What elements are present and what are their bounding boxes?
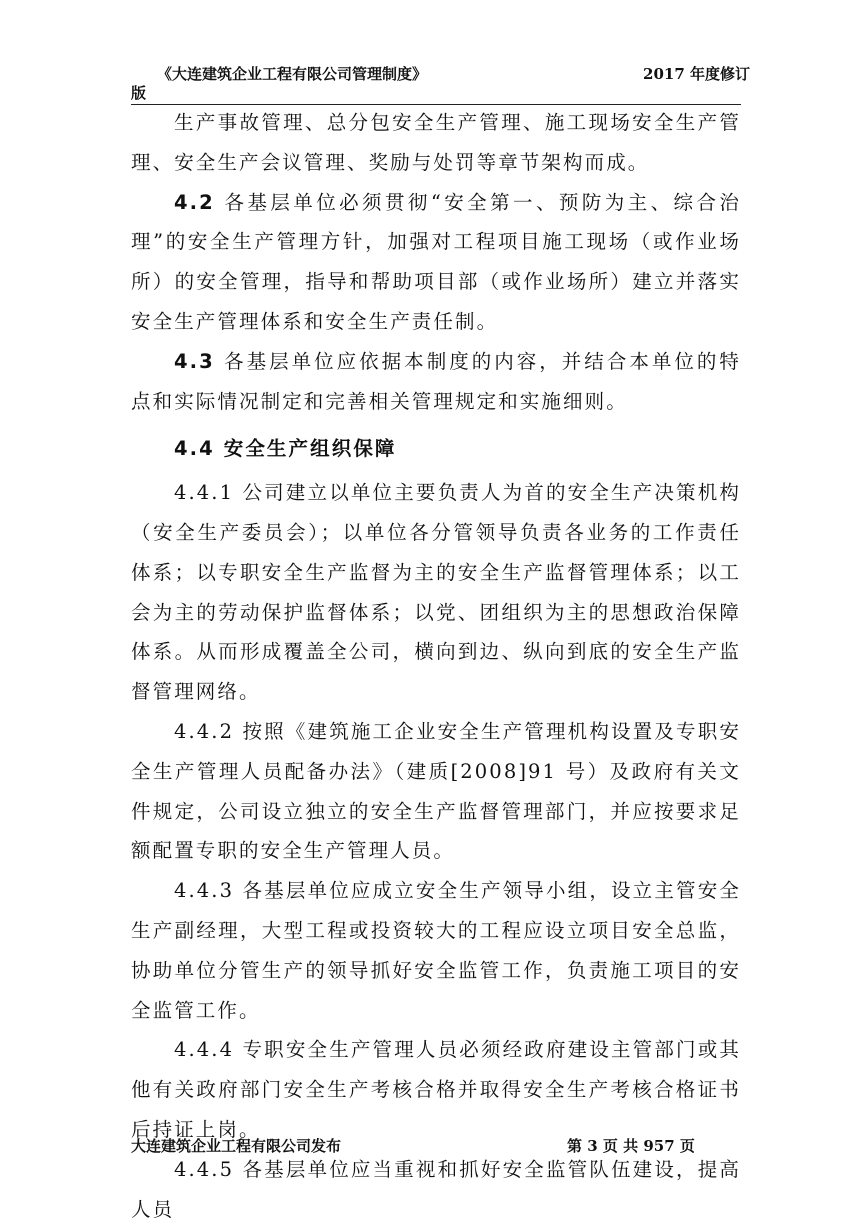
paragraph-continued: 生产事故管理、总分包安全生产管理、施工现场安全生产管理、安全生产会议管理、奖励与处罚等章节架构而成。 <box>131 111 741 174</box>
section-heading-4-4: 4.4 安全生产组织保障 <box>174 437 397 461</box>
paragraph-4-2: 4.2 各基层单位必须贯彻“安全第一、预防为主、综合治理”的安全生产管理方针，加强对工程项目施工现场（或作业场所）的安全管理，指导和帮助项目部（或作业场所）建立并落实安全生产管理体系和安全生产责任制。 <box>131 190 741 333</box>
footer-publisher: 大连建筑企业工程有限公司发布 <box>131 1137 342 1155</box>
paragraph-4-4-5: 4.4.5 各基层单位应当重视和抓好安全监管队伍建设，提高人员 <box>131 1157 741 1221</box>
header-edition-wrap: 版 <box>131 84 147 102</box>
paragraph-4-3: 4.3 各基层单位应依据本制度的内容，并结合本单位的特点和实际情况制定和完善相关管理规定和实施细则。 <box>131 349 741 413</box>
footer-page-number: 第 3 页 共 957 页 <box>567 1137 695 1155</box>
header-title: 《大连建筑企业工程有限公司管理制度》 <box>157 65 428 83</box>
header-edition: 2017 年度修订 <box>643 65 750 83</box>
paragraph-4-4-1: 4.4.1 公司建立以单位主要负责人为首的安全生产决策机构（安全生产委员会）；以单位各分管领导负责各业务的工作责任体系；以专职安全生产监督为主的安全生产监督管理体系；以工会为主的劳动保护监督体系；以党、团组织为主的思想政治保障体系。从而形成覆盖全公司，横向到边、纵向到底的安全生产监督管理网络。 <box>131 481 741 704</box>
section-number: 4.3 <box>174 349 215 373</box>
paragraph-4-4-3: 4.4.3 各基层单位应成立安全生产领导小组，设立主管安全生产副经理，大型工程或投资较大的工程应设立项目安全总监，协助单位分管生产的领导抓好安全监管工作，负责施工项目的安全监管工作。 <box>131 879 741 1022</box>
paragraph-4-4-4: 4.4.4 专职安全生产管理人员必须经政府建设主管部门或其他有关政府部门安全生产考核合格并取得安全生产考核合格证书后持证上岗。 <box>131 1038 741 1141</box>
paragraph-4-4-2: 4.4.2 按照《建筑施工企业安全生产管理机构设置及专职安全生产管理人员配备办法》（建质[2008]91 号）及政府有关文件规定，公司设立独立的安全生产监督管理部门，并应按要求足额配置专职的安全生产管理人员。 <box>131 719 741 863</box>
document-body <box>131 103 741 1229</box>
section-number: 4.2 <box>174 190 215 214</box>
